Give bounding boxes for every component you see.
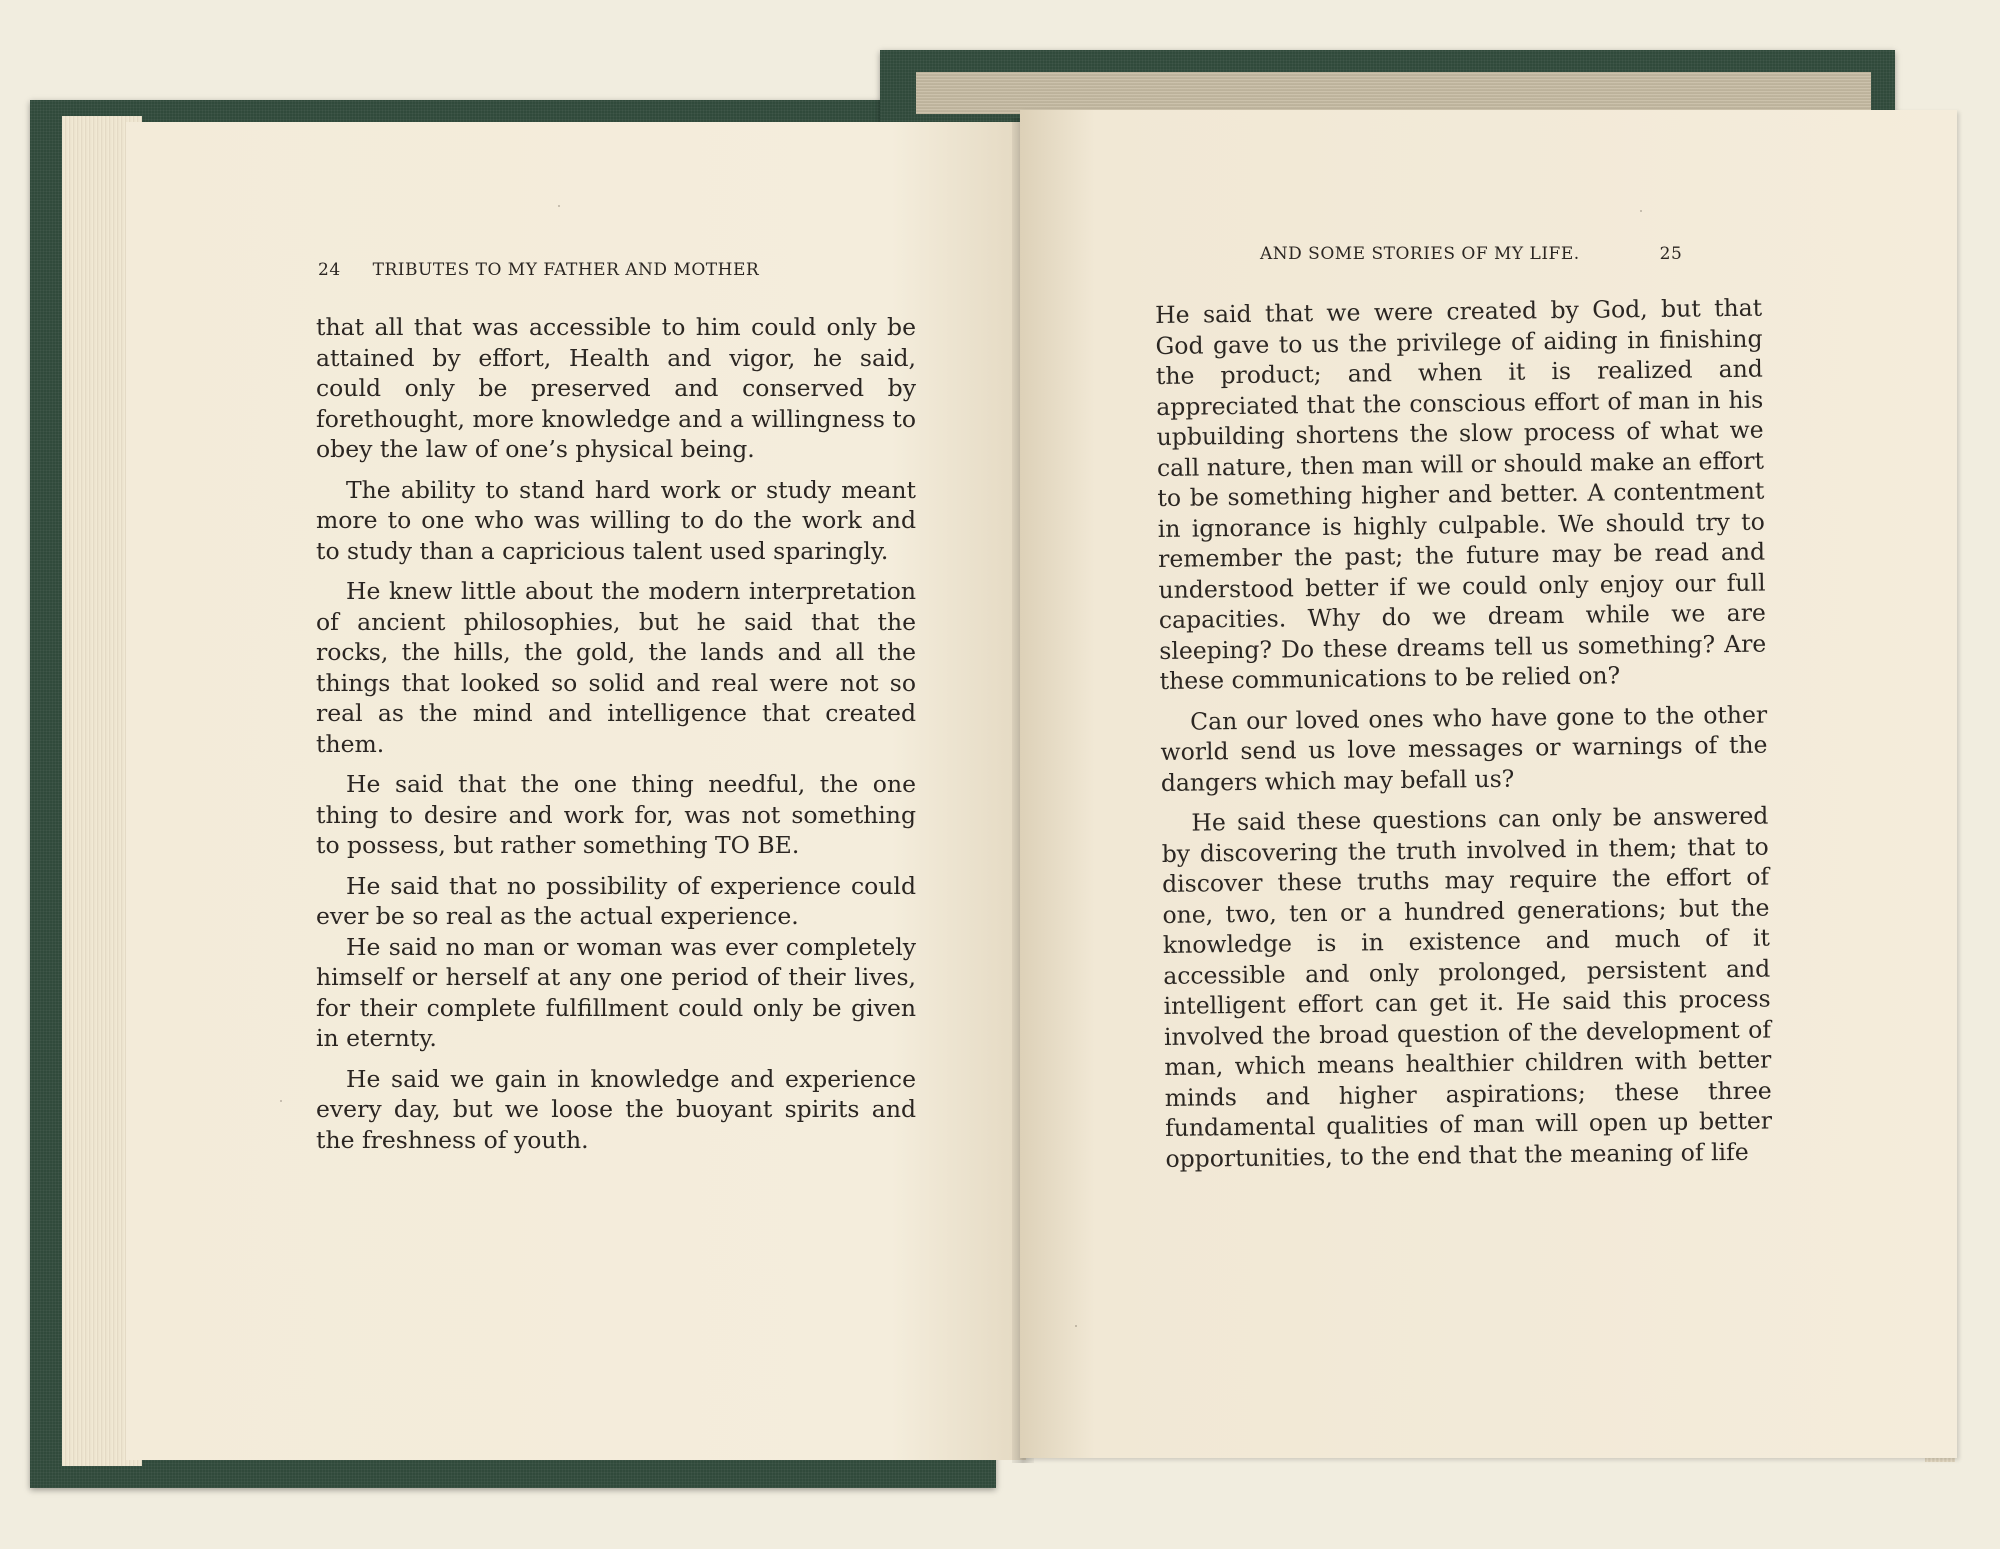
paragraph: He said we gain in knowledge and experience every day, but we loose the buoyant spirits and the freshness of youth. <box>316 1064 916 1154</box>
right-page <box>1020 110 1957 1458</box>
paragraph: He knew little about the modern interpretation of ancient philosophies, but he said that the rocks, the hills, the gold, the lands and all the things that looked so solid and real were not so real as the mind and intelligence that created them. <box>316 577 916 758</box>
paragraph: He said these questions can only be answered by discovering the truth involved in them; that to discover these truths may require the effort of one, two, ten or a hundred generations; but the knowledge is in existence and much of it accessible and only prolonged, persistent and intelligent effort can get it. He said this process involved the broad question of the development of man, which means healthier children with better minds and higher aspirations; these three fundamental qualities of man will open up better opportunities, to the end that the meaning of life <box>1161 801 1773 1173</box>
paragraph: Can our loved ones who have gone to the other world send us love messages or warnings of the dangers which may befall us? <box>1160 700 1768 797</box>
paragraph: He said no man or woman was ever completely himself or herself at any one period of their lives, for their complete fulfillment could only be given in eternty. <box>316 932 916 1052</box>
paragraph: He said that the one thing needful, the one thing to desire and work for, was not something to possess, but rather something TO BE. <box>316 770 916 859</box>
paragraph: He said that no possibility of experience could ever be so real as the actual experience. <box>316 871 916 930</box>
paper-speck <box>558 205 560 207</box>
paragraph: He said that we were created by God, but that God gave to us the privilege of aiding in finishing the product; and when it is realized and appreciated that the conscious effort of man in his upbuilding shortens the slow process of what we call nature, then man will or should make an effort to be something higher and better. A contentment in ignorance is highly culpable. We should try to remember the past; the future may be read and understood better if we could only enjoy our full capacities. Why do we dream while we are sleeping? Do these dreams tell us something? Are these communications to be relied on? <box>1155 293 1767 695</box>
paper-speck <box>1640 210 1642 212</box>
paragraph: that all that was accessible to him could only be attained by effort, Health and vigor, he said, could only be preserved and conserved by forethought, more knowledge and a willingness to obey the law of one’s physical being. <box>316 313 916 463</box>
paragraph: The ability to stand hard work or study meant more to one who was willing to do the work and to study than a capricious talent used sparingly. <box>316 475 916 565</box>
right-page-header <box>1260 244 1682 264</box>
right-page-body <box>1155 293 1773 1184</box>
left-page-body <box>316 312 916 1165</box>
right-page-number: 25 <box>1659 244 1683 264</box>
left-page-number: 24 <box>318 260 341 280</box>
paper-speck <box>280 1100 282 1102</box>
paper-speck <box>1075 1325 1077 1327</box>
left-page-header <box>318 260 759 280</box>
left-running-head: TRIBUTES TO MY FATHER AND MOTHER <box>372 260 760 280</box>
left-page <box>126 122 1026 1460</box>
page-block-edges <box>916 72 1871 114</box>
right-running-head: AND SOME STORIES OF MY LIFE. <box>1260 244 1580 264</box>
